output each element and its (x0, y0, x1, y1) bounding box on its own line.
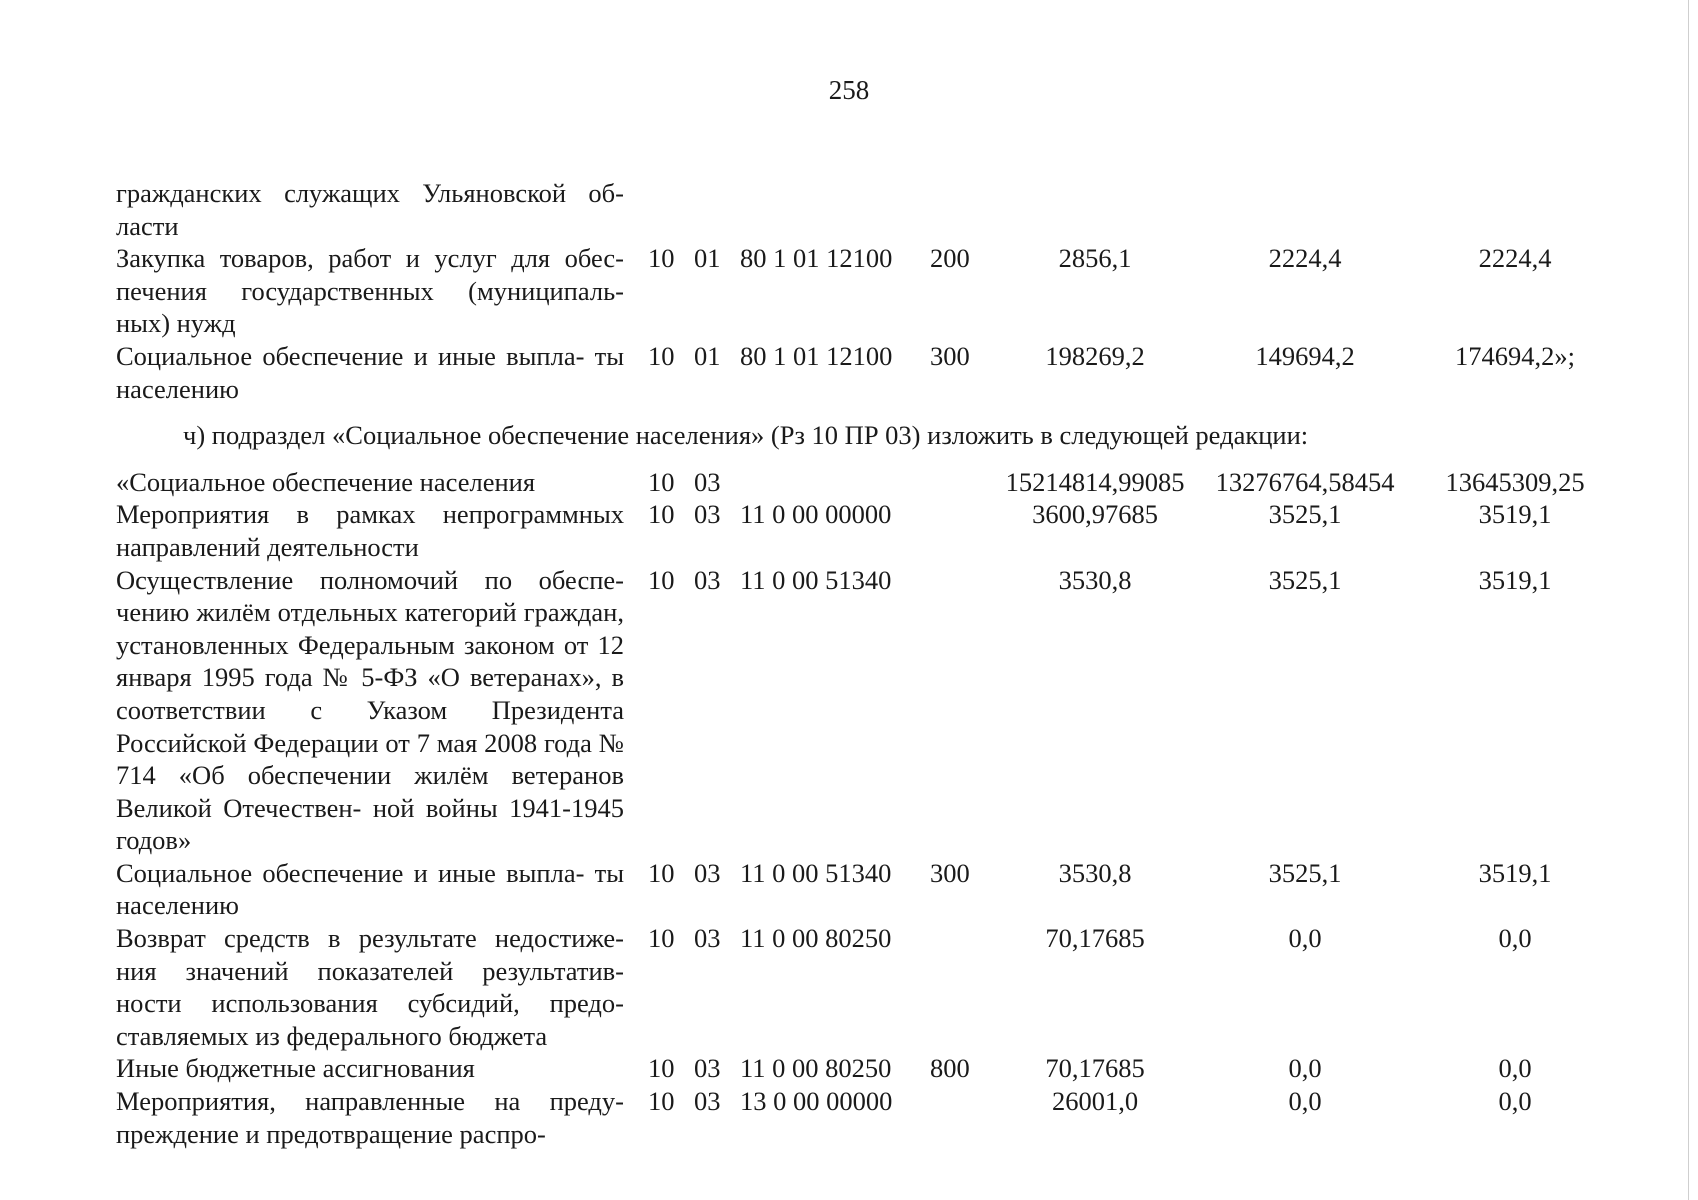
table-row (116, 922, 1586, 1052)
row-description: Возврат средств в результате недостиже- ния значений показателей результатив- ности использования субсидий, предо- ставляемых из федерального бюджета (116, 923, 624, 1051)
row-rz: 10 (648, 499, 675, 530)
row-vr: 300 (930, 857, 970, 888)
row-pr: 03 (694, 564, 721, 595)
table-row (116, 564, 1586, 857)
row-description: Мероприятия в рамках непрограммных направлений деятельности (116, 499, 624, 562)
amendment-instruction: ч) подраздел «Социальное обеспечение населения» (Рз 10 ПР 03) изложить в следующей редакции: (183, 420, 1309, 451)
row-value-3: 0,0 (1498, 1053, 1532, 1084)
row-value-1: 3530,8 (1058, 564, 1132, 595)
row-rz: 10 (648, 466, 675, 497)
row-description: Осуществление полномочий по обеспе- чению жилём отдельных категорий граждан, установленных Федеральным законом от 12 января 1995 года № 5-ФЗ «О ветеранах», в соответствии с Указом Президента Российской Федерации от 7 мая 2008 года № 714 «Об обеспечении жилём ветеранов Великой Отечествен- ной войны 1941-1945 годов» (116, 564, 624, 856)
scan-edge-line (1688, 0, 1689, 1200)
table-row (116, 242, 1586, 340)
row-value-3: 3519,1 (1478, 499, 1552, 530)
row-description: Социальное обеспечение и иные выпла- ты населению (116, 340, 624, 404)
row-description: гражданских служащих Ульяновской об- ласти (116, 178, 624, 241)
table-row (116, 1085, 1586, 1150)
row-vr: 200 (930, 243, 970, 274)
row-vr: 800 (930, 1053, 970, 1084)
row-value-1: 70,17685 (1045, 923, 1145, 954)
row-description: Мероприятия, направленные на преду- преждение и предотвращение распро- (116, 1086, 624, 1149)
row-csr: 80 1 01 12100 (740, 340, 893, 371)
row-csr: 11 0 00 00000 (740, 499, 892, 530)
row-csr: 80 1 01 12100 (740, 243, 893, 274)
row-value-2: 13276764,58454 (1215, 466, 1395, 497)
row-value-1: 198269,2 (1045, 340, 1145, 371)
row-csr: 13 0 00 00000 (740, 1086, 893, 1117)
page-number: 258 (828, 75, 870, 105)
row-rz: 10 (648, 857, 675, 888)
table-row (116, 1052, 1586, 1085)
row-value-2: 0,0 (1288, 1053, 1322, 1084)
row-rz: 10 (648, 1053, 675, 1084)
row-value-3: 3519,1 (1478, 857, 1552, 888)
row-value-1: 3600,97685 (1032, 499, 1158, 530)
row-rz: 10 (648, 1086, 675, 1117)
row-csr: 11 0 00 51340 (740, 564, 892, 595)
row-csr: 11 0 00 80250 (740, 1053, 892, 1084)
row-pr: 01 (694, 243, 721, 274)
row-value-3: 3519,1 (1478, 564, 1552, 595)
row-value-1: 70,17685 (1045, 1053, 1145, 1084)
row-value-2: 0,0 (1288, 923, 1322, 954)
row-value-1: 15214814,99085 (1005, 466, 1185, 497)
row-description: Иные бюджетные ассигнования (116, 1053, 475, 1084)
row-csr: 11 0 00 80250 (740, 923, 892, 954)
row-value-2: 149694,2 (1255, 340, 1355, 371)
table-row (116, 177, 1586, 242)
row-value-3: 2224,4 (1478, 243, 1552, 274)
row-rz: 10 (648, 923, 675, 954)
row-vr: 300 (930, 340, 970, 371)
row-pr: 03 (694, 499, 721, 530)
table-section-after (116, 466, 1586, 1150)
row-value-1: 26001,0 (1051, 1086, 1139, 1117)
row-pr: 01 (694, 340, 721, 371)
row-value-2: 0,0 (1288, 1086, 1322, 1117)
row-value-1: 3530,8 (1058, 857, 1132, 888)
row-description: Закупка товаров, работ и услуг для обес- печения государственных (муниципаль- ных) нужд (116, 243, 624, 339)
budget-table (116, 177, 1586, 1150)
row-rz: 10 (648, 564, 675, 595)
table-section-before (116, 177, 1586, 405)
row-rz: 10 (648, 340, 675, 371)
row-csr: 11 0 00 51340 (740, 857, 892, 888)
row-value-3: 0,0 (1498, 923, 1532, 954)
row-value-2: 3525,1 (1268, 564, 1342, 595)
row-value-3: 174694,2»; (1455, 340, 1575, 371)
table-row (116, 498, 1586, 563)
row-value-3: 13645309,25 (1445, 466, 1585, 497)
row-pr: 03 (694, 466, 721, 497)
row-pr: 03 (694, 1086, 721, 1117)
row-value-1: 2856,1 (1058, 243, 1132, 274)
row-pr: 03 (694, 857, 721, 888)
row-description: Социальное обеспечение и иные выпла- ты населению (116, 857, 624, 921)
table-row (116, 466, 1586, 499)
row-pr: 03 (694, 1053, 721, 1084)
row-description: «Социальное обеспечение населения (116, 466, 536, 497)
row-value-2: 3525,1 (1268, 499, 1342, 530)
table-row (116, 857, 1586, 922)
row-pr: 03 (694, 923, 721, 954)
row-value-2: 3525,1 (1268, 857, 1342, 888)
table-row (116, 340, 1586, 405)
row-rz: 10 (648, 243, 675, 274)
row-value-2: 2224,4 (1268, 243, 1342, 274)
row-value-3: 0,0 (1498, 1086, 1532, 1117)
